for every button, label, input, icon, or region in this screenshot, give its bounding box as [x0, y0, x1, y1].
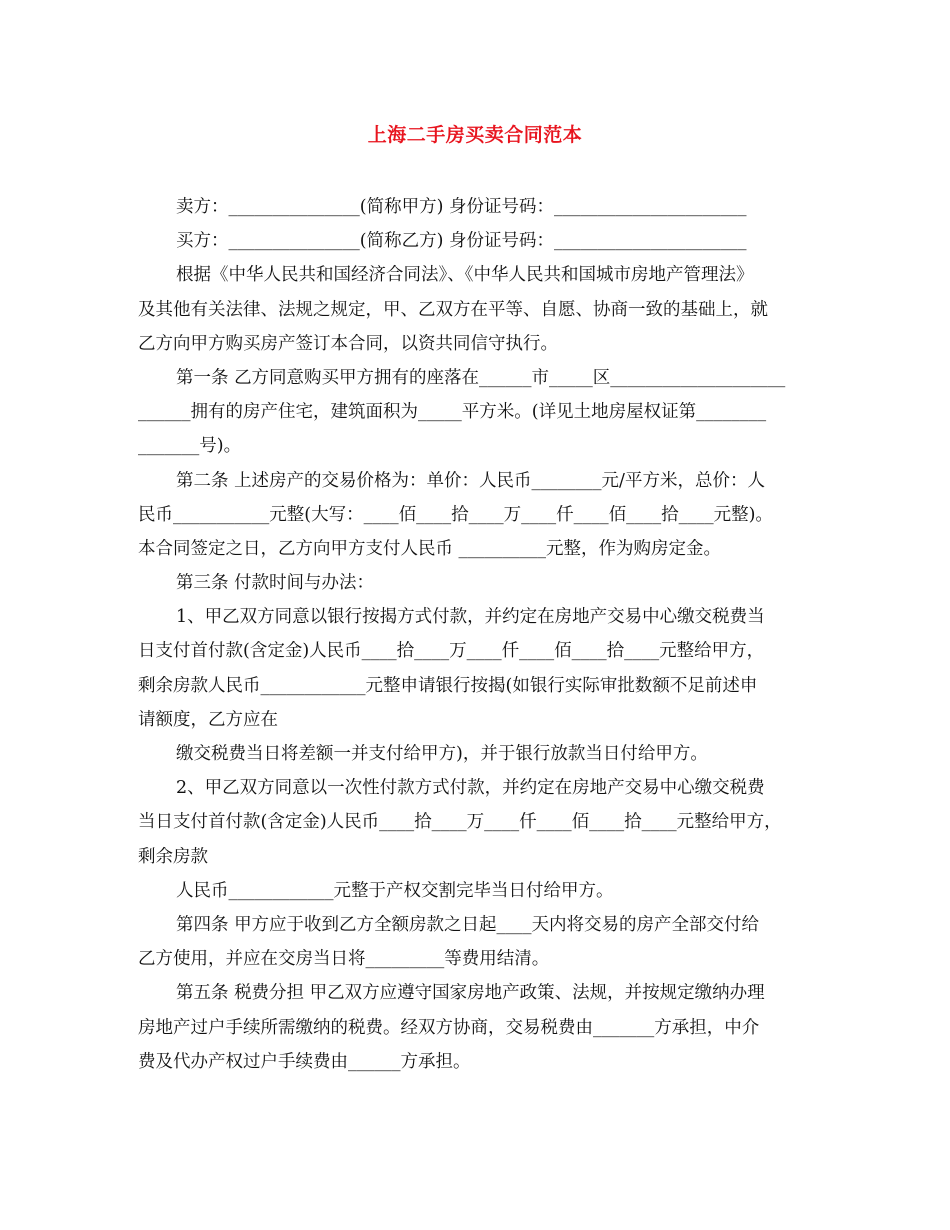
- contract-line: 当日支付首付款(含定金)人民币____拾____万____仟____佰____拾____元整给甲方，: [138, 812, 782, 833]
- contract-line: 缴交税费当日将差额一并支付给甲方)，并于银行放款当日付给甲方。: [176, 744, 708, 764]
- contract-line: 2、甲乙双方同意以一次性付款方式付款，并约定在房地产交易中心缴交税费: [176, 778, 765, 799]
- contract-line: 乙方向甲方购买房产签订本合同，以资共同信守执行。: [138, 333, 558, 354]
- contract-line: 1、甲乙双方同意以银行按揭方式付款，并约定在房地产交易中心缴交税费当: [176, 607, 765, 628]
- contract-line: 房地产过户手续所需缴纳的税费。经双方协商，交易税费由_______方承担，中介: [138, 1017, 760, 1038]
- contract-line: 费及代办产权过户手续费由______方承担。: [138, 1051, 471, 1072]
- contract-line: 请额度，乙方应在: [138, 709, 278, 730]
- contract-line: 民币___________元整(大写：____佰____拾____万____仟____佰____拾____元整)。: [138, 504, 773, 525]
- contract-line: 本合同签定之日，乙方向甲方支付人民币 __________元整，作为购房定金。: [138, 538, 722, 559]
- contract-line: 第一条 乙方同意购买甲方拥有的座落在______市_____区____________________: [176, 367, 786, 388]
- contract-line: 卖方：_______________(简称甲方) 身份证号码：______________________: [176, 197, 747, 217]
- contract-line: 第四条 甲方应于收到乙方全额房款之日起____天内将交易的房产全部交付给: [176, 914, 760, 935]
- contract-line: _______号)。: [138, 436, 242, 457]
- contract-line: 买方：_______________(简称乙方) 身份证号码：______________________: [176, 231, 747, 252]
- document-title: 上海二手房买卖合同范本: [367, 124, 583, 146]
- contract-line: 第五条 税费分担 甲乙双方应遵守国家房地产政策、法规，并按规定缴纳办理: [176, 983, 765, 1004]
- contract-body: [138, 190, 818, 1079]
- contract-line: 剩余房款: [138, 846, 208, 867]
- contract-line: 根据《中华人民共和国经济合同法》、《中华人民共和国城市房地产管理法》: [176, 265, 754, 286]
- contract-line: 剩余房款人民币____________元整申请银行按揭(如银行实际审批数额不足前述申: [138, 675, 758, 696]
- contract-line: ______拥有的房产住宅，建筑面积为_____平方米。(详见土地房屋权证第________: [138, 402, 767, 423]
- contract-line: 及其他有关法律、法规之规定，甲、乙双方在平等、自愿、协商一致的基础上，就: [138, 299, 768, 320]
- contract-line: 人民币____________元整于产权交割完毕当日付给甲方。: [176, 880, 614, 901]
- contract-line: 第二条 上述房产的交易价格为：单价：人民币________元/平方米，总价：人: [176, 470, 765, 491]
- contract-line: 第三条 付款时间与办法：: [176, 573, 375, 594]
- contract-line: 日支付首付款(含定金)人民币____拾____万____仟____佰____拾____元整给甲方，: [138, 641, 765, 662]
- contract-line: 乙方使用，并应在交房当日将_________等费用结清。: [138, 949, 550, 970]
